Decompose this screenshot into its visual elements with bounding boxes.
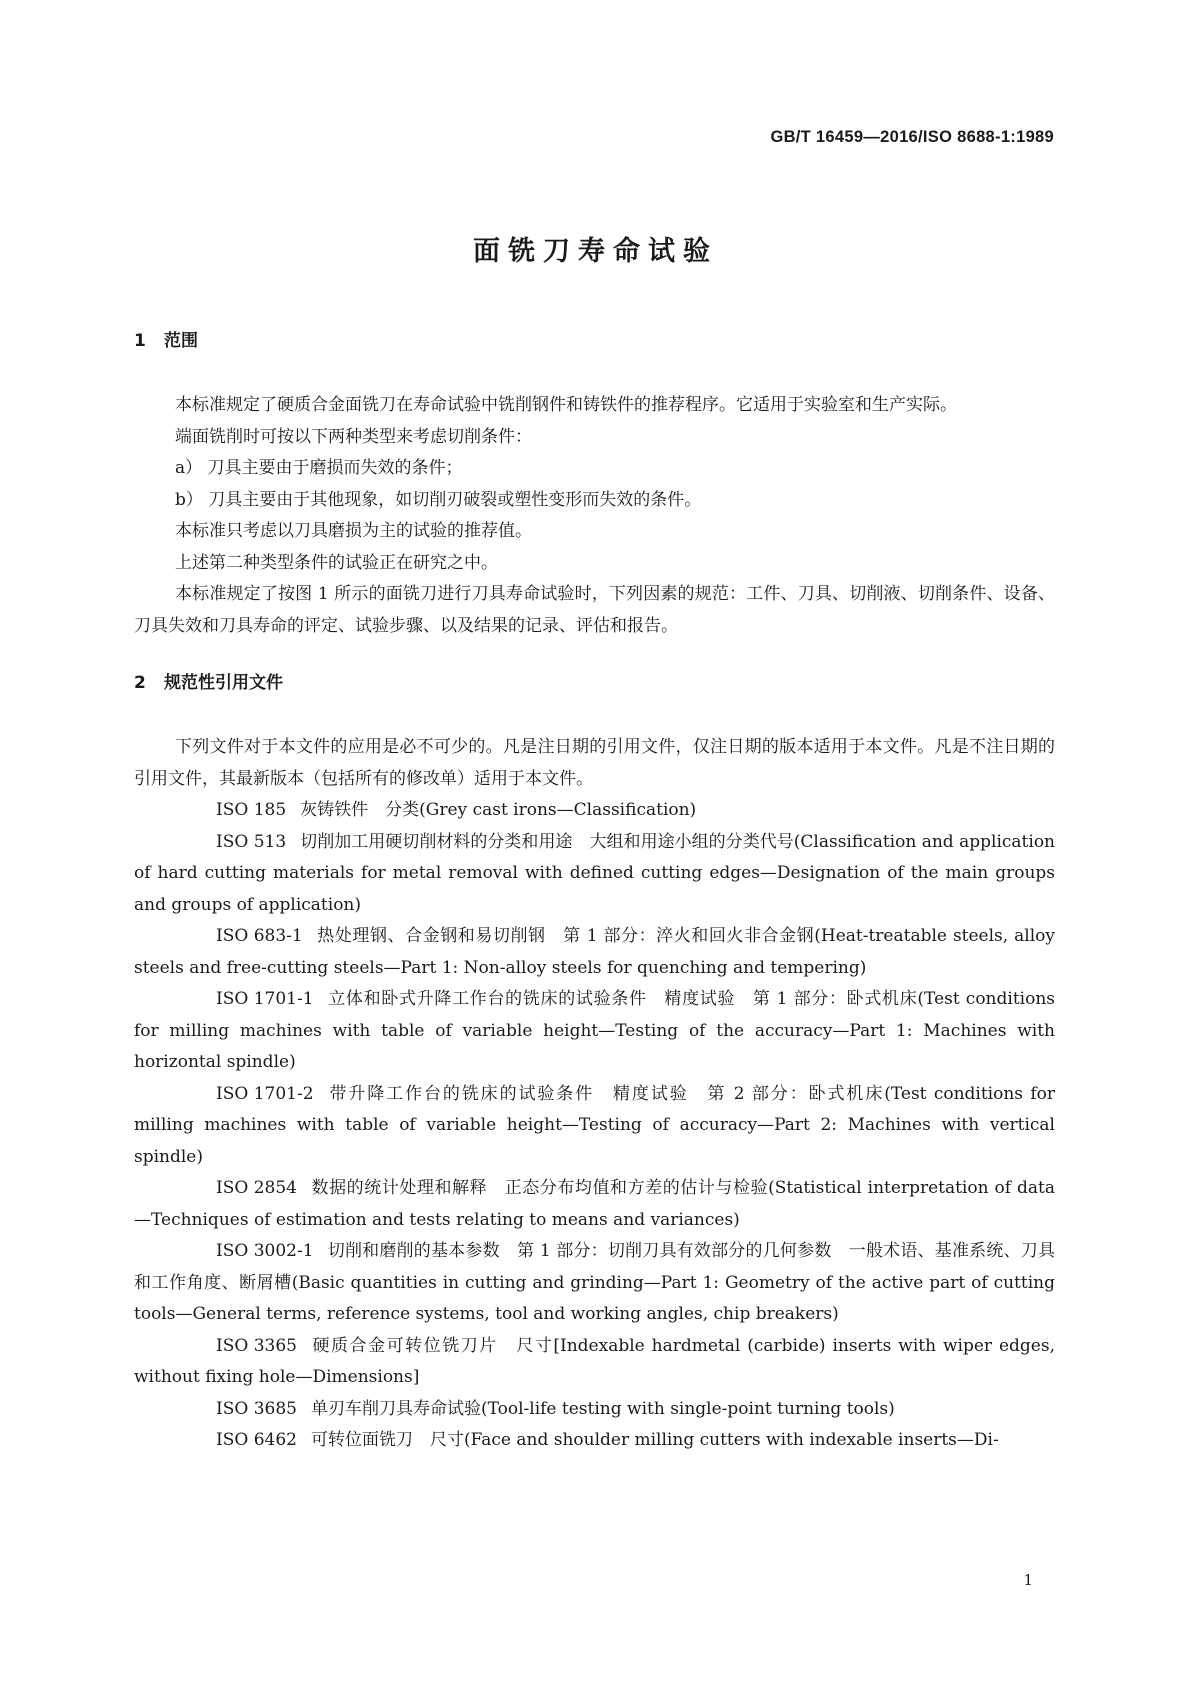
section-number: 1 [134, 331, 146, 351]
reference-text: 可转位面铣刀 尺寸(Face and shoulder milling cutters with indexable inserts—Di- [310, 1430, 999, 1450]
reference-entry [134, 795, 1055, 827]
reference-text: 立体和卧式升降工作台的铣床的试验条件 精度试验 第 1 部分：卧式机床(Test conditions for milling machines with table of variable height—Testing of the accuracy—Part 1: Machines with horizontal spindle) [134, 989, 1055, 1072]
reference-code: ISO 185 [216, 800, 287, 820]
paragraph: 本标准规定了硬质合金面铣刀在寿命试验中铣削钢件和铸铁件的推荐程序。它适用于实验室和生产实际。 [175, 395, 957, 415]
section-1-heading [134, 330, 1055, 352]
reference-entry [134, 921, 1055, 984]
reference-entry [134, 1236, 1055, 1331]
paragraph: 端面铣削时可按以下两种类型来考虑切削条件： [175, 426, 532, 447]
paragraph: 本标准规定了按图 1 所示的面铣刀进行刀具寿命试验时，下列因素的规范：工件、刀具、切削液、切削条件、设备、刀具失效和刀具寿命的评定、试验步骤、以及结果的记录、评估和报告。 [134, 584, 1055, 636]
document-body [134, 330, 1055, 1457]
reference-entry [134, 1079, 1055, 1174]
standard-code: GB/T 16459—2016/ISO 8688-1:1989 [770, 128, 1054, 146]
reference-code: ISO 1701-2 [216, 1083, 314, 1104]
paragraph: 下列文件对于本文件的应用是必不可少的。凡是注日期的引用文件，仅注日期的版本适用于本文件。凡是不注日期的引用文件，其最新版本（包括所有的修改单）适用于本文件。 [134, 737, 1055, 789]
reference-text: 切削加工用硬切削材料的分类和用途 大组和用途小组的分类代号(Classification and application of hard cutting materials for metal removal with defined cutting edges—Designation of the main groups and groups of application) [134, 831, 1055, 915]
reference-entry [134, 827, 1055, 922]
section-number: 2 [134, 673, 146, 693]
document-title: 面铣刀寿命试验 [473, 236, 718, 267]
paragraph: 本标准只考虑以刀具磨损为主的试验的推荐值。 [175, 521, 532, 541]
reference-code: ISO 683-1 [216, 926, 303, 946]
paragraph: 上述第二种类型条件的试验正在研究之中。 [175, 552, 498, 573]
reference-code: ISO 1701-1 [216, 989, 314, 1009]
reference-entry [134, 1394, 1055, 1426]
list-item: a） 刀具主要由于磨损而失效的条件； [175, 458, 463, 478]
reference-code: ISO 3365 [216, 1335, 297, 1356]
section-title: 规范性引用文件 [164, 673, 283, 693]
reference-code: ISO 3002-1 [216, 1241, 314, 1261]
section-2-heading [134, 672, 1055, 694]
reference-text: 单刃车削刀具寿命试验(Tool-life testing with single-point turning tools) [310, 1398, 895, 1419]
reference-code: ISO 2854 [216, 1178, 297, 1198]
reference-entry [134, 984, 1055, 1079]
reference-text: 数据的统计处理和解释 正态分布均值和方差的估计与检验(Statistical interpretation of data—Techniques of estimation and tests relating to means and variances) [134, 1178, 1055, 1230]
list-item: b） 刀具主要由于其他现象，如切削刃破裂或塑性变形而失效的条件。 [175, 489, 702, 510]
reference-code: ISO 6462 [216, 1430, 297, 1450]
reference-entry [134, 1331, 1055, 1394]
section-title: 范围 [164, 331, 198, 351]
reference-entry [134, 1425, 1055, 1457]
reference-text: 硬质合金可转位铣刀片 尺寸[Indexable hardmetal (carbide) inserts with wiper edges, without fixing hole—Dimensions] [134, 1335, 1055, 1387]
reference-code: ISO 513 [216, 831, 287, 852]
reference-text: 切削和磨削的基本参数 第 1 部分：切削刀具有效部分的几何参数 一般术语、基准系统、刀具和工作角度、断屑槽(Basic quantities in cutting and grinding—Part 1: Geometry of the active part of cutting tools—General terms, reference systems, tool and working angles, chip breakers) [134, 1241, 1055, 1324]
reference-text: 带升降工作台的铣床的试验条件 精度试验 第 2 部分：卧式机床(Test conditions for milling machines with table of variable height—Testing of accuracy—Part 2: Machines with vertical spindle) [134, 1083, 1055, 1167]
page-number: 1 [1023, 1571, 1033, 1589]
reference-entry [134, 1173, 1055, 1236]
reference-code: ISO 3685 [216, 1398, 297, 1419]
reference-text: 灰铸铁件 分类(Grey cast irons—Classification) [300, 800, 697, 820]
reference-text: 热处理钢、合金钢和易切削钢 第 1 部分：淬火和回火非合金钢(Heat-treatable steels, alloy steels and free-cutting steels—Part 1: Non-alloy steels for quenching and tempering) [134, 926, 1055, 978]
